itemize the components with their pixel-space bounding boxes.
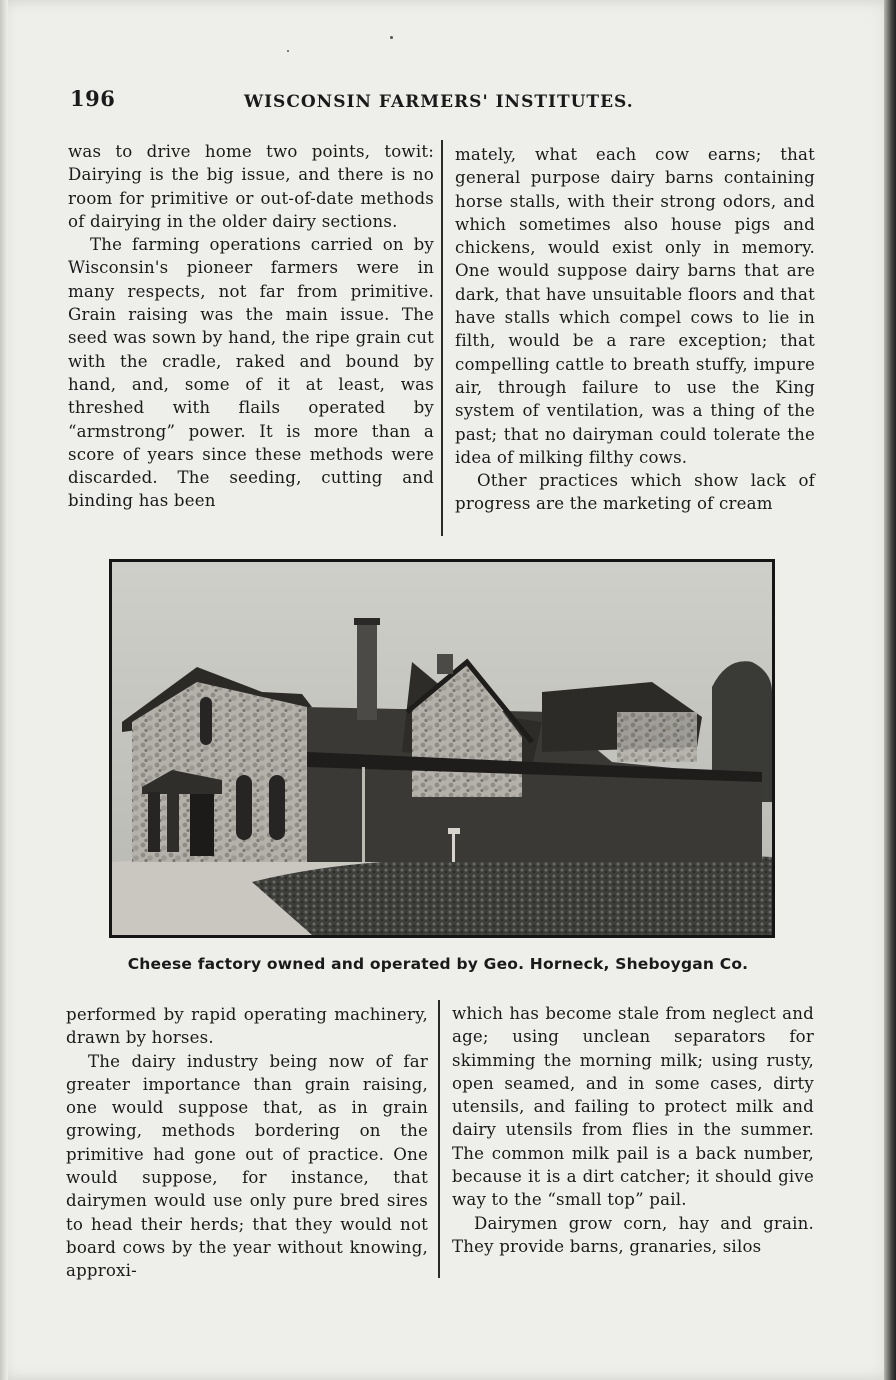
- side-window: [148, 792, 160, 852]
- figure-caption: Cheese factory owned and operated by Geo. Horneck, Sheboygan Co.: [127, 955, 749, 973]
- cheese-factory-illustration: [112, 562, 772, 935]
- column-divider: [441, 140, 443, 536]
- paper-speck: [287, 50, 289, 52]
- bottom-right-column: [452, 1002, 814, 1258]
- page-number: 196: [70, 86, 116, 111]
- paragraph: performed by rapid operating machinery, drawn by horses.: [66, 1005, 428, 1048]
- mailbox: [448, 828, 460, 834]
- page-left-margin-shadow: [0, 0, 8, 1380]
- paragraph: was to drive home two points, towit: Dairying is the big issue, and there is no room for primitive or out-of-date methods of dairying in the older dairy sections.: [68, 142, 434, 231]
- small-chimney: [437, 654, 453, 674]
- paper-speck: [390, 36, 393, 39]
- paragraph: mately, what each cow earns; that general purpose dairy barns containing horse stalls, with their strong odors, and which sometimes also house pigs and chickens, would exist only in memory. One would suppose dairy barns that are dark, that have unsuitable floors and that have stalls which compel cows to lie in filth, would be a rare exception; that compelling cattle to breath stuffy, impure air, through failure to use the King system of ventilation, was a thing of the past; that no dairyman could tolerate the idea of milking filthy cows.: [455, 145, 815, 467]
- top-right-column: [455, 143, 815, 516]
- veranda-post: [362, 767, 365, 862]
- paragraph: which has become stale from neglect and age; using unclean separators for skimming the morning milk; using rusty, open seamed, and in some cases, dirty utensils, and failing to protect milk and dairy utensils from flies in the summer. The common milk pail is a back number, because it is a dirt catcher; it should give way to the “small top” pail.: [452, 1004, 814, 1210]
- paragraph: Other practices which show lack of progress are the marketing of cream: [455, 471, 815, 514]
- chimney-cap: [354, 618, 380, 625]
- upper-window: [200, 697, 212, 745]
- lawn: [252, 855, 772, 935]
- column-divider: [438, 1000, 440, 1278]
- paragraph: The farming operations carried on by Wisconsin's pioneer farmers were in many respects, not far from primitive. Grain raising was the main issue. The seed was sown by hand, the ripe grain cut with the cradle, raked and bound by hand, and, some of it at least, was threshed with flails operated by “armstrong” power. It is more than a score of years since these methods were discarded. The seeding, cutting and binding has been: [68, 235, 434, 511]
- top-left-column: [68, 140, 434, 513]
- bottom-left-column: [66, 1003, 428, 1283]
- running-head: WISCONSIN FARMERS' INSTITUTES.: [244, 92, 634, 112]
- front-window: [236, 775, 252, 840]
- post: [452, 832, 455, 862]
- front-door: [190, 794, 214, 856]
- chimney: [357, 622, 377, 720]
- front-window: [269, 775, 285, 840]
- paragraph: The dairy industry being now of far greater importance than grain raising, one would suppose that, as in grain growing, methods bordering on the primitive had gone out of practice. One would suppose, for instance, that dairymen would use only pure bred sires to head their herds; that they would not board cows by the year without knowing, approxi-: [66, 1051, 428, 1281]
- right-gable-wall: [617, 712, 697, 762]
- paragraph: Dairymen grow corn, hay and grain. They provide barns, granaries, silos: [452, 1213, 814, 1256]
- page-right-edge-shadow: [884, 0, 896, 1380]
- page-header: [68, 86, 640, 120]
- cheese-factory-photo: [109, 559, 775, 938]
- door-window: [167, 792, 179, 852]
